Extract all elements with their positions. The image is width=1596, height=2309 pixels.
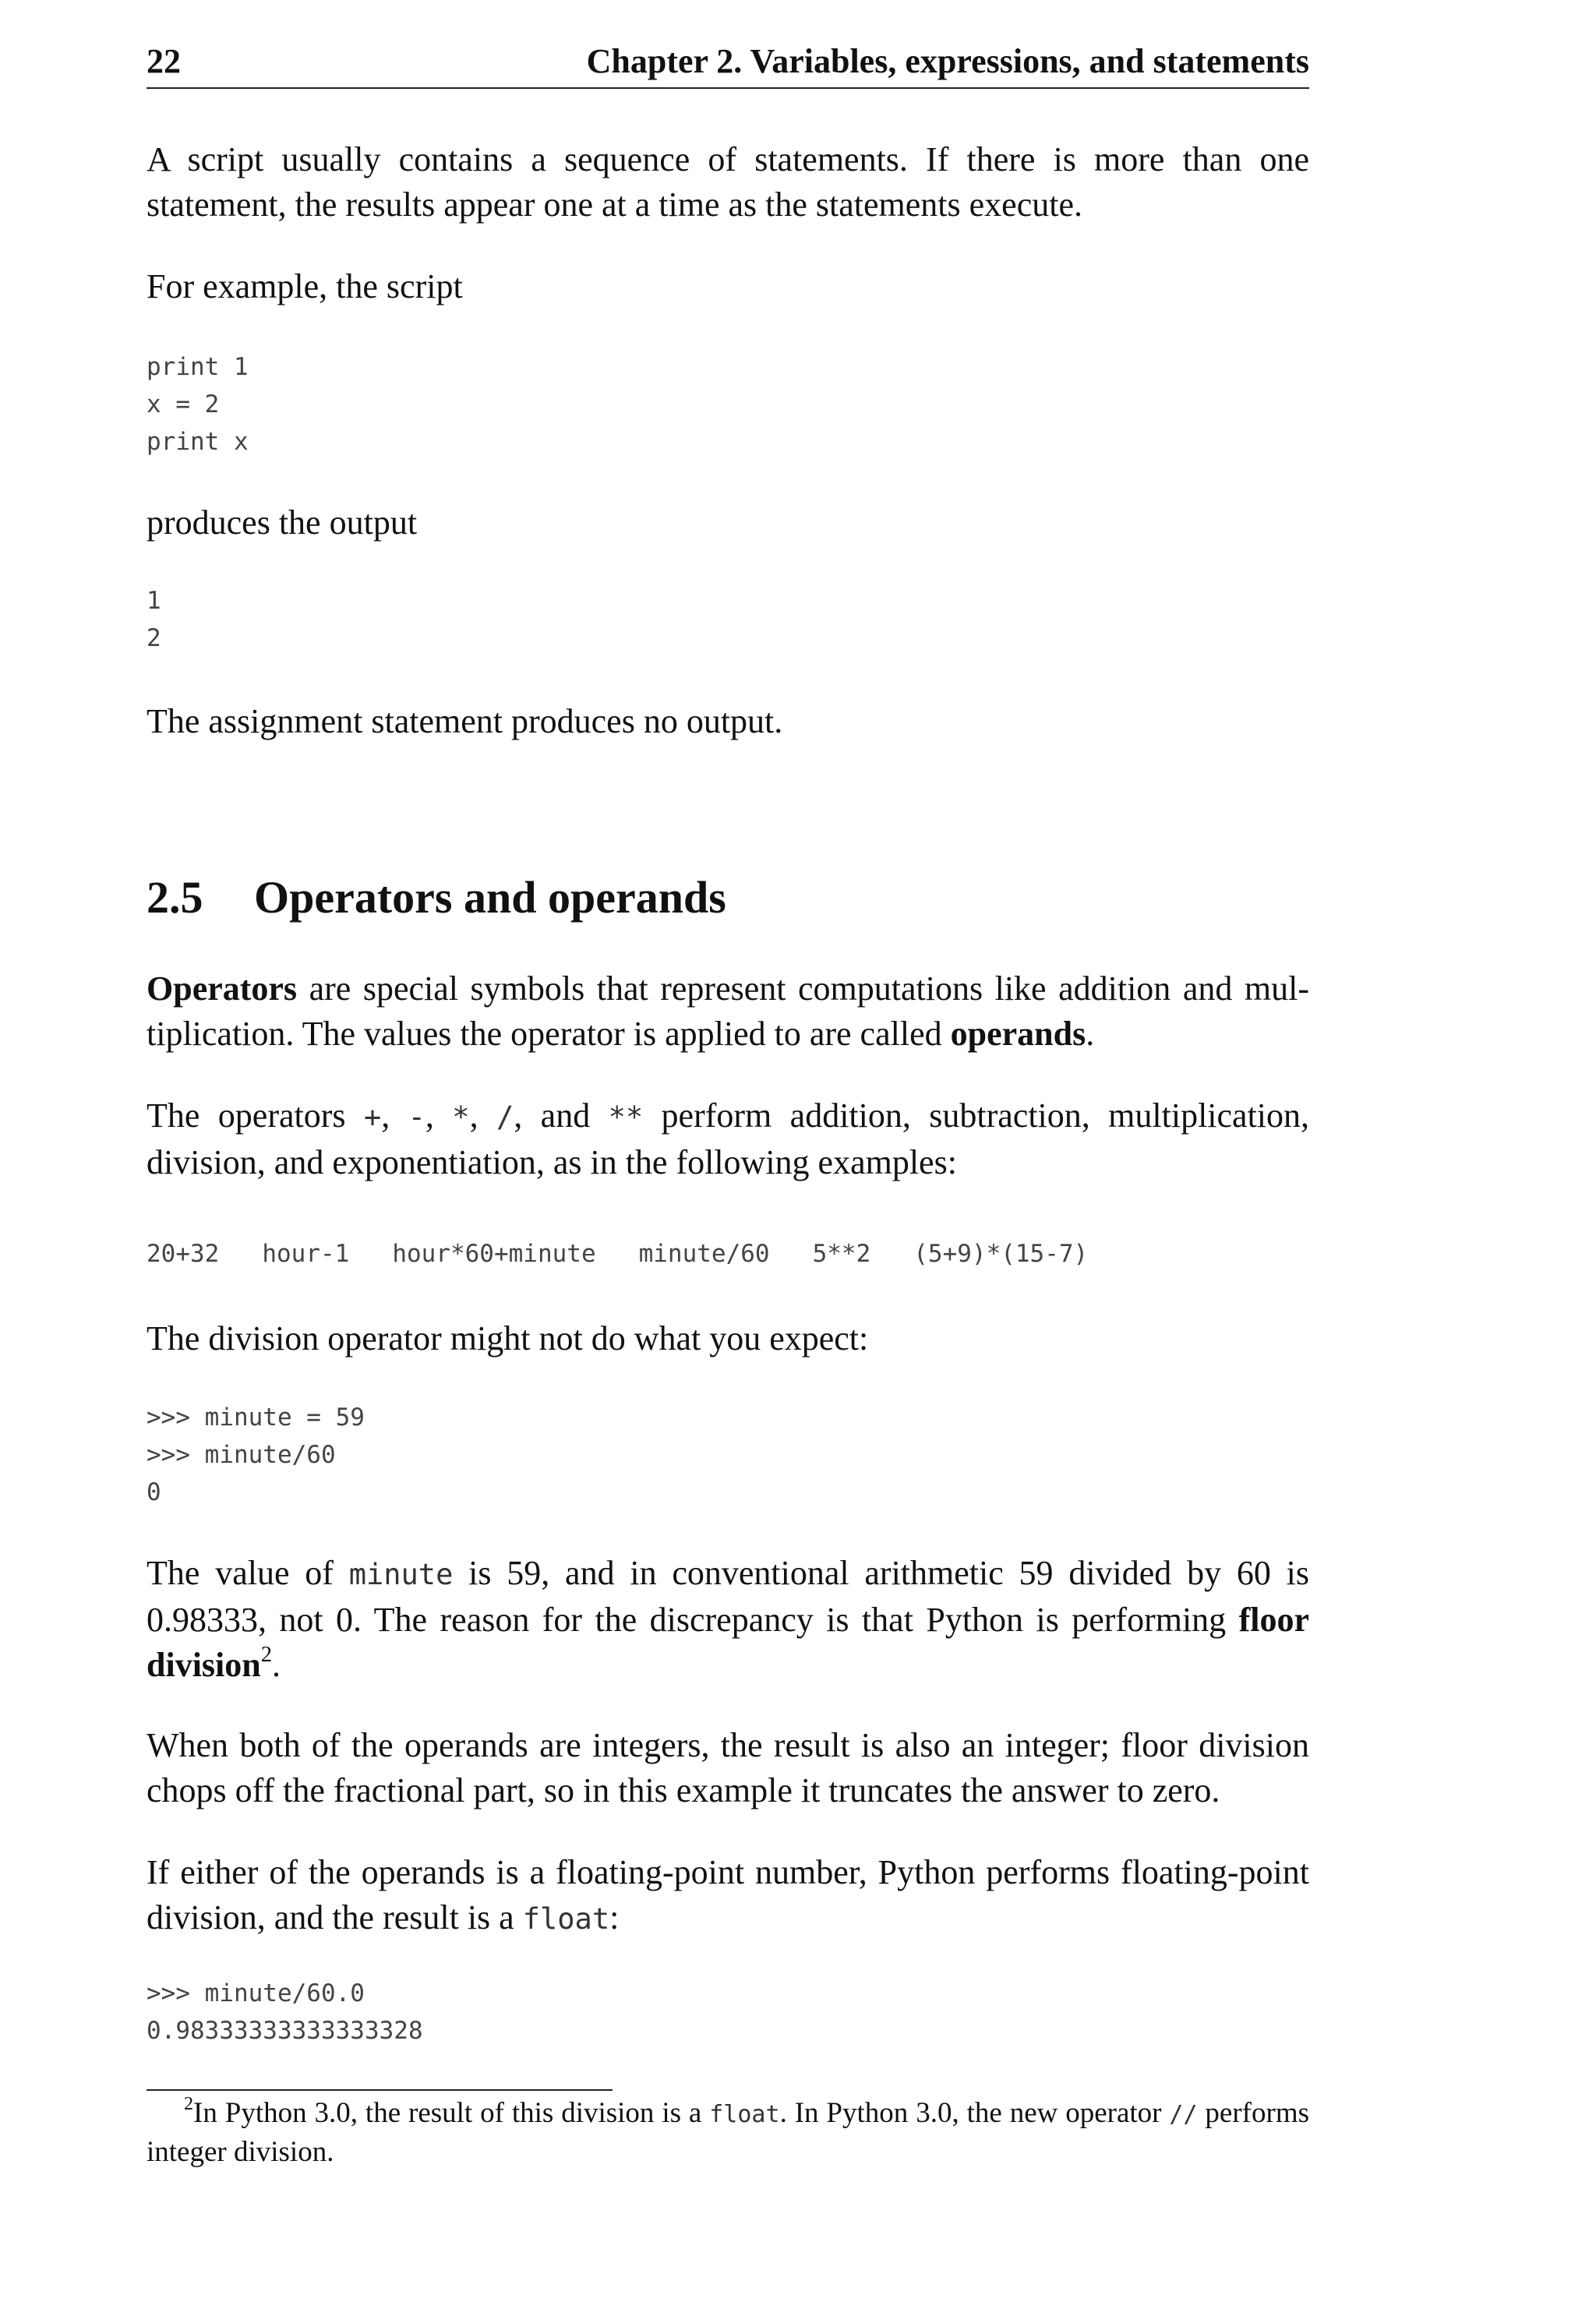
text-span: The value of: [147, 1554, 349, 1592]
example-expressions: [147, 1235, 1131, 1273]
text-line: division, and exponentiation, as in the following examples:: [147, 1143, 957, 1181]
inline-code-float: float: [522, 1902, 610, 1936]
text-span: tiplication. The values the operator is applied to are called: [147, 1015, 951, 1053]
paragraph-floating-point: [147, 1850, 1309, 1942]
text-line: [147, 1093, 1309, 1140]
text-span: :: [609, 1898, 620, 1937]
section-title: Operators and operands: [254, 872, 726, 923]
code-block-float-division: >>> minute/60.0 0.98333333333333328: [147, 1979, 423, 2045]
text-span: .: [272, 1646, 281, 1684]
term-operands: operands: [950, 1015, 1086, 1053]
term-floor: floor: [1238, 1601, 1309, 1639]
term-operators: Operators: [147, 969, 298, 1008]
page-number: 22: [147, 42, 181, 80]
paragraph-operator-list: [147, 1093, 1309, 1185]
text-span: ,: [381, 1096, 408, 1135]
text-span: . In Python 3.0, the new operator: [779, 2097, 1170, 2129]
text-span: , and: [514, 1096, 609, 1135]
example-expression: (5+9)*(15-7): [913, 1240, 1089, 1268]
operator-plus: +: [363, 1100, 382, 1134]
operator-minus: -: [408, 1100, 425, 1134]
text-line: When both of the operands are integers, the result is also an integer; floor division: [147, 1726, 1309, 1764]
example-expression: hour*60+minute: [392, 1240, 596, 1268]
text-span: are special symbols that represent computations like addition and mul-: [297, 969, 1309, 1008]
inline-code-float: float: [709, 2101, 780, 2128]
text-line: [147, 1895, 1309, 1942]
term-division: division: [147, 1646, 261, 1684]
inline-code-floordiv: //: [1169, 2101, 1198, 2128]
text-line: integer division.: [147, 2136, 334, 2168]
footnote-mark: 2: [184, 2094, 194, 2115]
text-line: statement, the results appear one at a time as the statements execute.: [147, 185, 1082, 224]
footnote-divider: [147, 2089, 613, 2091]
text-line: [147, 966, 1309, 1012]
text-span: is 59, and in conventional arithmetic 59 divided by 60 is: [453, 1554, 1309, 1592]
paragraph-produces-output: [147, 500, 1309, 545]
text-line: [147, 2095, 1309, 2134]
code-block-output: 1 2: [147, 587, 161, 652]
text-line: produces the output: [147, 503, 418, 542]
paragraph-for-example: [147, 264, 1309, 309]
footnote-reference[interactable]: 2: [260, 1643, 273, 1668]
text-span: division, and the result is a: [147, 1898, 523, 1937]
text-span: perform addition, subtraction, multiplication,: [643, 1096, 1310, 1135]
section-heading: [147, 870, 726, 926]
text-line: The division operator might not do what you expect:: [147, 1319, 869, 1358]
chapter-title: Chapter 2. Variables, expressions, and statements: [586, 42, 1309, 80]
text-span: ,: [425, 1096, 453, 1135]
code-block-division: >>> minute = 59 >>> minute/60 0: [147, 1403, 365, 1506]
footnote: [147, 2095, 1309, 2171]
text-span: .: [1086, 1015, 1095, 1053]
text-span: ,: [469, 1096, 496, 1135]
text-line: If either of the operands is a floating-point number, Python performs floating-point: [147, 1853, 1309, 1891]
text-span: performs: [1197, 2097, 1309, 2129]
operator-multiply: *: [452, 1100, 470, 1134]
document-page: [147, 0, 1309, 2309]
text-line: For example, the script: [147, 267, 463, 305]
text-line: The assignment statement produces no output.: [147, 702, 783, 740]
text-line: [147, 1551, 1309, 1598]
operator-power: **: [608, 1100, 644, 1134]
example-expression: minute/60: [638, 1240, 770, 1268]
code-block-script: print 1 x = 2 print x: [147, 353, 249, 456]
example-expression: hour-1: [262, 1240, 350, 1268]
running-header: [147, 39, 1309, 89]
paragraph-operators-definition: [147, 966, 1309, 1057]
example-expression: 5**2: [812, 1240, 871, 1268]
text-span: 0.98333, not 0. The reason for the discrepancy is that Python is performing: [147, 1601, 1239, 1639]
paragraph-integer-operands: [147, 1723, 1309, 1813]
text-line: [147, 1012, 1309, 1057]
paragraph-assignment-no-output: [147, 699, 1309, 744]
text-line: [147, 1598, 1309, 1643]
paragraph-floor-division: [147, 1551, 1309, 1688]
inline-code-minute: minute: [348, 1558, 454, 1591]
paragraph-script-statements: [147, 137, 1309, 228]
text-line: chops off the fractional part, so in this example it truncates the answer to zero.: [147, 1771, 1220, 1809]
paragraph-division-expect: [147, 1316, 1309, 1361]
text-span: In Python 3.0, the result of this division is a: [193, 2097, 710, 2129]
operator-divide: /: [496, 1100, 514, 1134]
text-line: [147, 1643, 1309, 1688]
text-span: The operators: [147, 1096, 364, 1135]
text-line: A script usually contains a sequence of statements. If there is more than one: [147, 140, 1309, 178]
section-number: 2.5: [147, 872, 203, 923]
example-expression: 20+32: [147, 1240, 220, 1268]
